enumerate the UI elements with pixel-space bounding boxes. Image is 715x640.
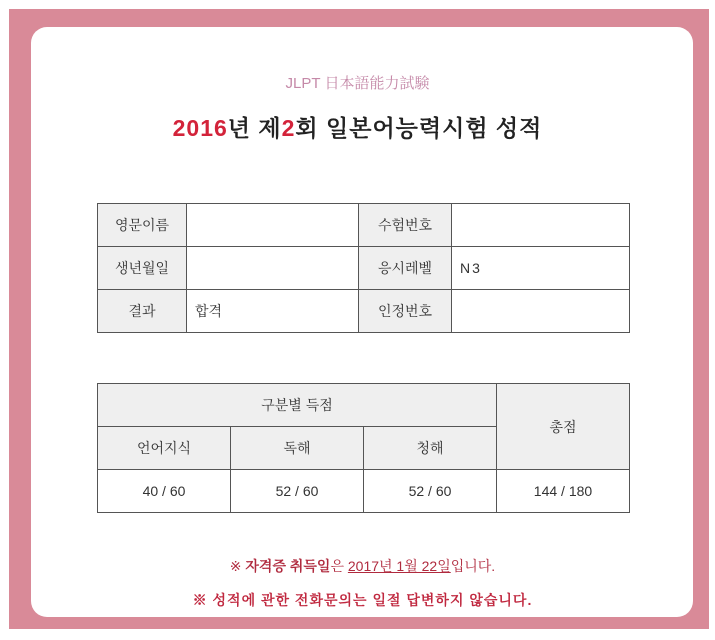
page-title	[0, 110, 715, 143]
certification-number-value	[452, 290, 630, 333]
title-year: 2016	[172, 115, 228, 141]
info-row-result	[98, 290, 630, 333]
result-value: 합격	[187, 290, 359, 333]
exam-level-value: N3	[452, 247, 630, 290]
total-score-header: 총점	[497, 384, 630, 470]
note1-mid: 은	[330, 558, 348, 574]
english-name-value	[187, 204, 359, 247]
language-knowledge-score: 40 / 60	[98, 470, 231, 513]
note1-bold: 자격증 취득일	[245, 558, 331, 574]
note1-prefix: ※	[229, 558, 246, 574]
certificate-date-note	[0, 556, 715, 576]
certification-number-label: 인정번호	[359, 290, 452, 333]
info-row-name	[98, 204, 630, 247]
score-header-row	[98, 384, 630, 427]
title-year-suffix: 년 제	[227, 115, 282, 141]
score-table	[97, 383, 630, 513]
exam-level-label: 응시레벨	[359, 247, 452, 290]
title-rest: 회 일본어능력시험 성적	[295, 115, 543, 141]
listening-header: 청해	[364, 427, 497, 470]
listening-score: 52 / 60	[364, 470, 497, 513]
reading-header: 독해	[231, 427, 364, 470]
birth-date-label: 생년월일	[98, 247, 187, 290]
exam-number-label: 수험번호	[359, 204, 452, 247]
jlpt-subtitle: JLPT 日本語能力試験	[285, 75, 430, 92]
note1-end: 입니다.	[450, 558, 496, 574]
exam-number-value	[452, 204, 630, 247]
info-row-birth	[98, 247, 630, 290]
examinee-info-table	[97, 203, 630, 333]
reading-score: 52 / 60	[231, 470, 364, 513]
language-knowledge-header: 언어지식	[98, 427, 231, 470]
phone-inquiry-note: ※ 성적에 관한 전화문의는 일절 답변하지 않습니다.	[192, 592, 533, 608]
note1-date: 2017년 1월 22일	[347, 558, 451, 574]
section-score-header: 구분별 득점	[98, 384, 497, 427]
english-name-label: 영문이름	[98, 204, 187, 247]
result-label: 결과	[98, 290, 187, 333]
title-round: 2	[281, 115, 296, 141]
score-values-row	[98, 470, 630, 513]
birth-date-value	[187, 247, 359, 290]
total-score: 144 / 180	[497, 470, 630, 513]
